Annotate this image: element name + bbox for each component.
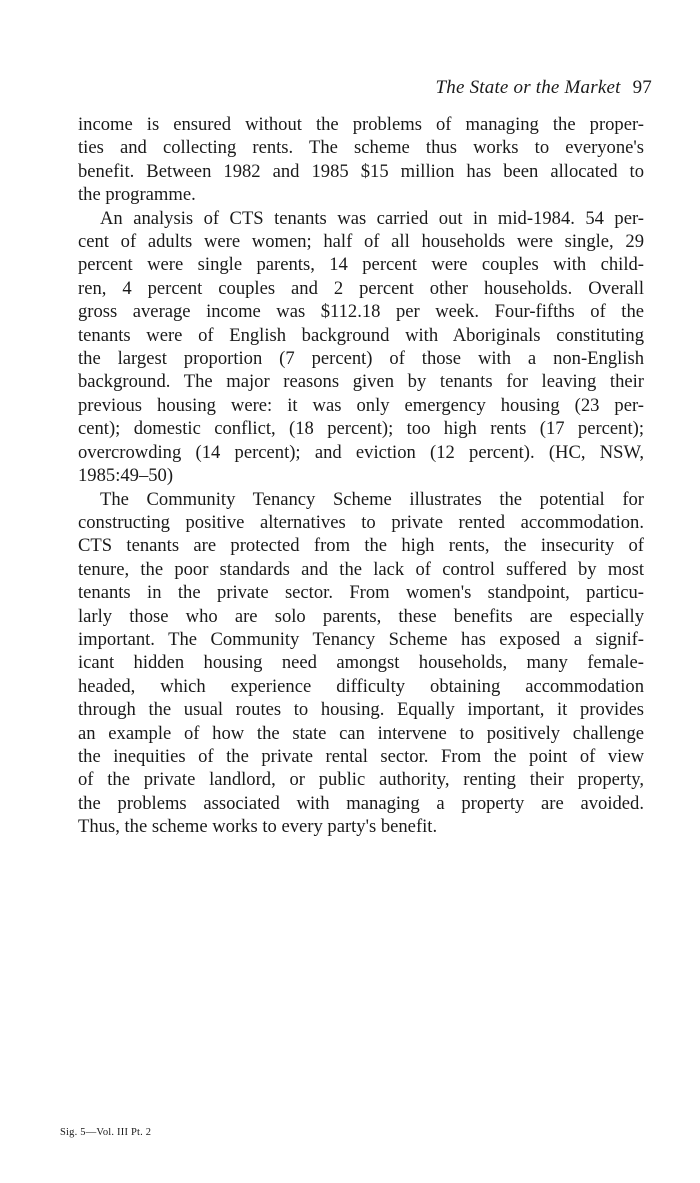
- text-line: overcrowding (14 percent); and eviction (12 percent). (HC, NSW,: [78, 441, 644, 463]
- paragraph-2: [78, 207, 644, 488]
- text-line: cent of adults were women; half of all households were single, 29: [78, 231, 644, 253]
- text-line: 1985:49–50): [78, 465, 174, 487]
- page-number: 97: [632, 77, 652, 98]
- text-line: constructing positive alternatives to private rented accommodation.: [78, 511, 644, 533]
- text-line: ties and collecting rents. The scheme thus works to everyone's: [78, 137, 644, 159]
- text-line: headed, which experience difficulty obtaining accommodation: [78, 675, 644, 697]
- text-line: income is ensured without the problems of managing the proper-: [78, 114, 644, 135]
- text-line: An analysis of CTS tenants was carried out in mid-1984. 54 per-: [100, 207, 644, 229]
- signature-mark: Sig. 5—Vol. III Pt. 2: [60, 1127, 152, 1138]
- text-line: tenants in the private sector. From women's standpoint, particu-: [78, 582, 644, 604]
- running-header: [436, 77, 652, 99]
- paragraph-1: [78, 113, 644, 207]
- text-line: larly those who are solo parents, these benefits are especially: [78, 605, 644, 627]
- body-text: [78, 113, 644, 839]
- text-line: ren, 4 percent couples and 2 percent other households. Overall: [78, 277, 644, 299]
- text-line: tenure, the poor standards and the lack of control suffered by most: [78, 558, 644, 580]
- text-line: CTS tenants are protected from the high rents, the insecurity of: [78, 535, 644, 557]
- text-line: tenants were of English background with Aboriginals constituting: [78, 324, 644, 346]
- text-line: of the private landlord, or public authority, renting their property,: [78, 769, 644, 791]
- running-title: The State or the Market: [435, 77, 621, 98]
- text-line: through the usual routes to housing. Equally important, it provides: [78, 699, 644, 721]
- text-line: benefit. Between 1982 and 1985 $15 million has been allocated to: [78, 160, 644, 182]
- text-line: Thus, the scheme works to every party's benefit.: [78, 816, 438, 838]
- text-line: the programme.: [78, 184, 196, 206]
- text-line: gross average income was $112.18 per week. Four-fifths of the: [78, 301, 644, 323]
- text-line: percent were single parents, 14 percent were couples with child-: [78, 254, 644, 276]
- text-line: important. The Community Tenancy Scheme has exposed a signif-: [78, 628, 644, 650]
- paragraph-3: [78, 488, 644, 839]
- text-line: cent); domestic conflict, (18 percent); too high rents (17 percent);: [78, 418, 644, 440]
- text-line: the inequities of the private rental sector. From the point of view: [78, 745, 644, 767]
- text-line: an example of how the state can intervene to positively challenge: [78, 722, 644, 744]
- text-line: the problems associated with managing a property are avoided.: [78, 792, 644, 814]
- text-line: The Community Tenancy Scheme illustrates the potential for: [100, 488, 644, 510]
- text-line: icant hidden housing need amongst households, many female-: [78, 652, 644, 674]
- text-line: the largest proportion (7 percent) of those with a non-English: [78, 348, 644, 370]
- text-line: background. The major reasons given by tenants for leaving their: [78, 371, 644, 393]
- text-line: previous housing were: it was only emergency housing (23 per-: [78, 394, 644, 416]
